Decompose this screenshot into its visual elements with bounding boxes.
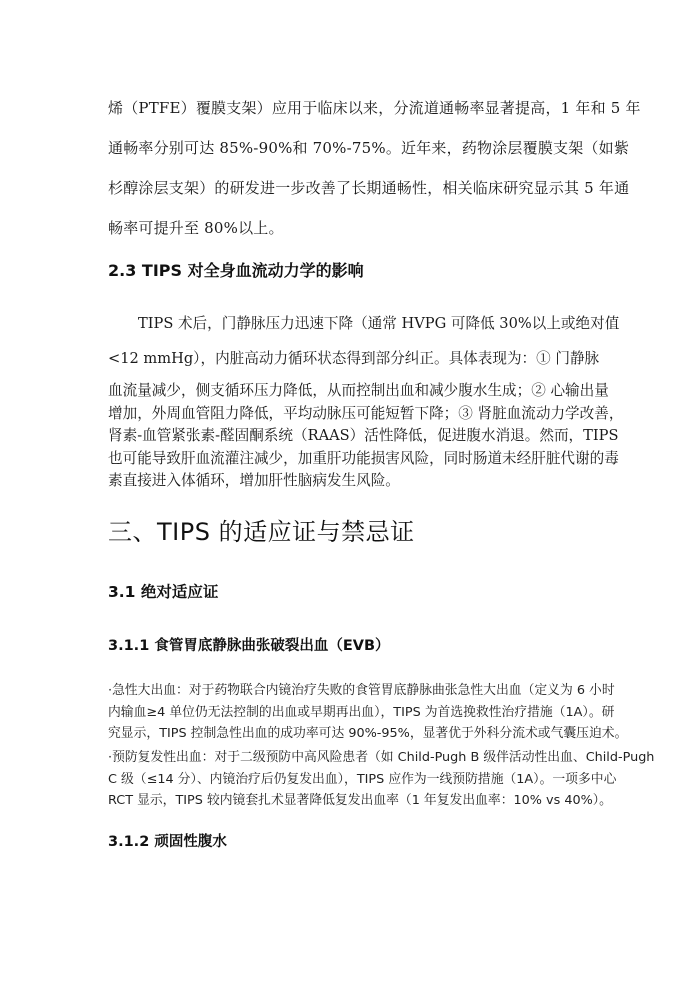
- intro-line: 杉醇涂层支架）的研发进一步改善了长期通畅性，相关临床研究显示其 5 年通: [108, 179, 630, 197]
- paragraph-line: 究显示，TIPS 控制急性出血的成功率可达 90%-95%，显著优于外科分流术或气囊压迫术。: [108, 726, 628, 741]
- paragraph-line: 肾素-血管紧张素-醛固酮系统（RAAS）活性降低，促进腹水消退。然而，TIPS: [108, 427, 619, 444]
- paragraph-line: C 级（≤14 分）、内镜治疗后仍复发出血），TIPS 应作为一线预防措施（1A）。一项多中心: [108, 771, 617, 787]
- paragraph-line: 素直接进入体循环，增加肝性脑病发生风险。: [108, 472, 400, 489]
- paragraph-line: 增加，外周血管阻力降低，平均动脉压可能短暂下降；③ 肾脏血流动力学改善，: [108, 404, 624, 422]
- paragraph-line: 血流量减少，侧支循环压力降低，从而控制出血和减少腹水生成；② 心输出量: [108, 382, 609, 399]
- section-2-3-paragraph: [108, 304, 624, 493]
- section-3-1-heading: 3.1 绝对适应证: [108, 583, 219, 601]
- recurrent-bleeding-paragraph: [108, 747, 655, 812]
- section-2-3-heading: 2.3 TIPS 对全身血流动力学的影响: [108, 261, 364, 280]
- section-3-1-2-heading: 3.1.2 顽固性腹水: [108, 834, 227, 850]
- intro-line: 烯（PTFE）覆膜支架）应用于临床以来，分流道通畅率显著提高，1 年和 5 年: [108, 99, 641, 117]
- paragraph-line: RCT 显示，TIPS 较内镜套扎术显著降低复发出血率（1 年复发出血率：10% vs 40%）。: [108, 793, 612, 808]
- intro-line: 畅率可提升至 80%以上。: [108, 219, 284, 237]
- section-3-1-1-heading: 3.1.1 食管胃底静脉曲张破裂出血（EVB）: [108, 638, 390, 654]
- intro-line: 通畅率分别可达 85%-90%和 70%-75%。近年来，药物涂层覆膜支架（如紫: [108, 139, 630, 157]
- paragraph-line: TIPS 术后，门静脉压力迅速下降（通常 HVPG 可降低 30%以上或绝对值: [138, 315, 620, 332]
- paragraph-line: <12 mmHg），内脏高动力循环状态得到部分纠正。具体表现为：① 门静脉: [108, 350, 600, 367]
- chapter-3-heading: 三、TIPS 的适应证与禁忌证: [108, 518, 415, 546]
- paragraph-line: 内输血≥4 单位仍无法控制的出血或早期再出血），TIPS 为首选挽救性治疗措施（1A）。研: [108, 704, 615, 720]
- paragraph-line: 也可能导致肝血流灌注减少，加重肝功能损害风险，同时肠道未经肝脏代谢的毒: [108, 449, 619, 467]
- intro-paragraph: [108, 88, 641, 248]
- paragraph-line: ·预防复发性出血：对于二级预防中高风险患者（如 Child-Pugh B 级伴活动性出血、Child-Pugh: [108, 750, 655, 765]
- paragraph-line: ·急性大出血：对于药物联合内镜治疗失败的食管胃底静脉曲张急性大出血（定义为 6 小时: [108, 683, 615, 698]
- acute-bleeding-paragraph: [108, 680, 628, 745]
